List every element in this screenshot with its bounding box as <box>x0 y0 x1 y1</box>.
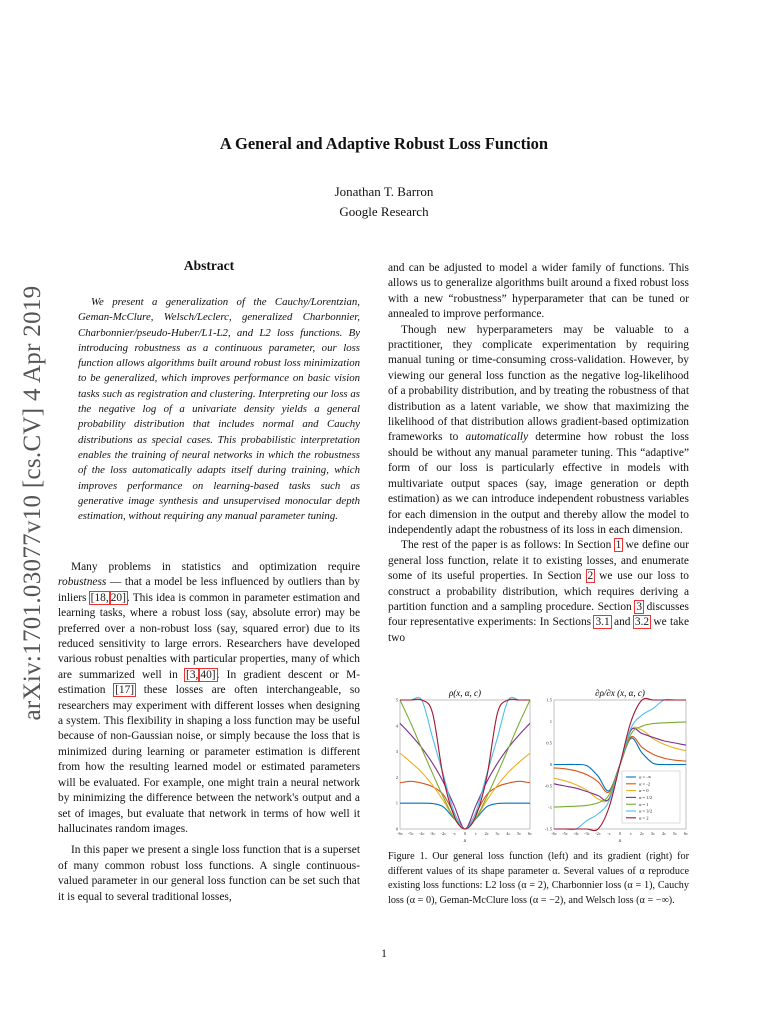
gradient-x-tick-label: 0 <box>618 831 622 836</box>
loss-y-tick-label: 1 <box>395 800 398 806</box>
gradient-plot-legend <box>622 771 680 823</box>
loss-x-tick-label: -4c <box>418 831 425 836</box>
section-link-3-1[interactable]: 3.1 <box>595 616 610 629</box>
text-run: and <box>610 616 634 629</box>
loss-curve-series-6 <box>400 699 530 829</box>
text-run: we use our loss to construct a probability distribution, which requires deriving a partition function and a sampling procedure. Section <box>388 570 689 613</box>
legend-label: α = -2 <box>639 781 651 787</box>
citation-link-3[interactable]: [3, <box>186 668 199 681</box>
loss-curve-series-0 <box>400 803 530 829</box>
loss-curve-series-4 <box>400 700 530 829</box>
intro-paragraph-continued: and can be adjusted to model a wider family of functions. This allows us to generalize algorithms built around a fixed robust loss with a new “robustness” hyperparameter that can be tuned or annealed to improve performance. <box>388 262 689 321</box>
loss-x-tick-label: -c <box>452 831 456 836</box>
gradient-x-tick-label: -5c <box>562 831 568 836</box>
loss-plot-x-label: x <box>463 838 467 843</box>
loss-x-tick-label: -3c <box>429 831 436 836</box>
intro-paragraph-4 <box>388 538 689 646</box>
gradient-x-tick-label: -4c <box>573 831 579 836</box>
gradient-plot <box>545 688 688 843</box>
intro-paragraph-1 <box>58 560 360 837</box>
section-link-3-2[interactable]: 3.2 <box>634 616 650 629</box>
loss-plot <box>396 688 532 843</box>
gradient-y-tick-label: -1.5 <box>544 826 552 832</box>
gradient-x-tick-label: -3c <box>584 831 590 836</box>
loss-plot-frame <box>400 700 530 829</box>
text-run: we take two <box>388 616 689 644</box>
figure-1-caption: Figure 1. Our general loss function (left) and its gradient (right) for different values of its shape parameter α. Several values of α reproduce existing loss functions: L2 loss (α = 2), Charbonnier loss (α = 1), Cauchy loss (α = 0), Geman-McClure loss (α = −2), and Welsch loss (α = −∞). <box>388 851 689 906</box>
gradient-x-tick-label: 3c <box>650 831 656 836</box>
loss-y-tick-label: 0 <box>395 826 398 832</box>
intro-paragraph-2: In this paper we present a single loss function that is a superset of many common robust loss functions. A single continuous-valued parameter in our general loss function can be set such that it is equal to several traditional losses, <box>58 844 360 903</box>
author-affiliation: Google Research <box>339 204 429 219</box>
gradient-plot-y-ticks <box>545 698 553 832</box>
citation-link-40[interactable]: 40] <box>200 668 216 681</box>
gradient-y-tick-label: -1 <box>548 805 552 810</box>
gradient-x-tick-label: 6c <box>683 831 689 836</box>
loss-y-tick-label: 2 <box>395 774 398 780</box>
legend-label: α = 1/2 <box>639 795 653 800</box>
gradient-x-tick-label: 2c <box>639 831 645 836</box>
gradient-x-tick-label: -c <box>607 831 611 836</box>
gradient-plot-title: ∂ρ/∂x (x, α, c) <box>595 688 645 698</box>
loss-x-tick-label: 4c <box>506 831 511 836</box>
text-run: — that a model be less influenced by outliers than by inliers <box>58 576 360 604</box>
text-run: Though new hyperparameters may be valuable to a practitioner, they complicate experimentation by requiring manual tuning or time-consuming cross-validation. However, by viewing our general loss function as the negative log-likelihood of a probability distribution, and by treating the robustness of that distribution as a latent variable, we show that maximizing the likelihood of that distribution allows gradient-based optimization frameworks to <box>388 323 689 444</box>
section-link-3[interactable]: 3 <box>636 600 643 613</box>
figure-1-plots <box>380 683 692 843</box>
arxiv-side-label <box>18 268 48 738</box>
text-run: discusses four representative experiments: In Sections <box>388 600 689 629</box>
gradient-x-tick-label: -2c <box>595 831 601 836</box>
loss-y-tick-label: 4 <box>395 723 398 729</box>
loss-x-tick-label: 0 <box>463 831 467 836</box>
intro-paragraph-3 <box>388 323 689 539</box>
loss-x-tick-label: -6c <box>397 831 403 836</box>
legend-label: α = 0 <box>639 788 649 794</box>
loss-x-tick-label: 5c <box>517 831 522 836</box>
abstract-body <box>78 295 360 524</box>
emphasis-automatically: automatically <box>465 431 529 444</box>
citation-link-20[interactable]: 20] <box>110 591 126 604</box>
gradient-y-tick-label: 0.5 <box>546 740 552 746</box>
loss-plot-y-ticks <box>396 698 399 832</box>
legend-label: α = 2 <box>639 815 649 821</box>
abstract-heading: Abstract <box>183 258 235 273</box>
section-link-2[interactable]: 2 <box>587 570 594 583</box>
citation-link-18[interactable]: [18, <box>90 591 109 604</box>
loss-plot-curves <box>400 697 530 829</box>
abstract-paragraph: We present a generalization of the Cauchy/Lorentzian, Geman-McClure, Welsch/Leclerc, generalized Charbonnier, Charbonnier/pseudo-Huber/L1-L2, and L2 loss functions. By introducing robustness as a continuous parameter, our loss function allows algorithms built around robust loss minimization to be generalized, which improves performance on basic vision tasks such as registration and clustering. Interpreting our loss as the negative log of a univariate density yields a general probability distribution that includes normal and Cauchy distributions as special cases. This probabilistic interpretation enables the training of neural networks in which the robustness of the loss automatically adapts itself during training, which improves performance on learning-based tasks such as generative image synthesis and unsupervised monocular depth estimation, without requiring any manual parameter tuning. <box>78 296 360 523</box>
loss-y-tick-label: 5 <box>395 697 398 703</box>
gradient-x-tick-label: 5c <box>672 831 678 836</box>
page-number: 1 <box>381 948 387 960</box>
paper-title: A General and Adaptive Robust Loss Function <box>219 134 549 153</box>
citation-link-17[interactable]: [17] <box>115 684 135 697</box>
loss-x-tick-label: 3c <box>495 831 500 836</box>
gradient-x-tick-label: -6c <box>551 831 557 836</box>
text-run: these losses are often interchangeable, so researchers may experiment with different losses when designing a system. This flexibility in shaping a loss function may be useful because of non-Gaussian noise, or simply because the loss that is minimized during learning or parameter estimation is different from how the resulting learned model or estimated parameters will be evaluated. For example, one might train a neural network by minimizing the difference between the network's output and a set of images, but evaluate that network in terms of how well it hallucinates random images. <box>58 684 360 835</box>
loss-plot-title: ρ(x, α, c) <box>448 688 482 698</box>
gradient-x-tick-label: c <box>630 831 632 836</box>
gradient-plot-x-label: x <box>618 838 622 843</box>
loss-x-tick-label: -2c <box>440 831 447 836</box>
section-link-1[interactable]: 1 <box>615 539 622 552</box>
loss-plot-x-ticks <box>397 831 532 836</box>
loss-curve-series-1 <box>400 781 530 829</box>
loss-x-tick-label: 6c <box>527 831 533 836</box>
loss-y-tick-label: 3 <box>395 749 398 755</box>
text-run: . In gradient descent or M-estimation <box>58 668 361 697</box>
loss-x-tick-label: 2c <box>484 831 489 836</box>
text-run: . This idea is common in parameter estimation and learning tasks, where a robust loss (say, absolute error) may be preferred over a non-robust loss (say, squared error) due to its reduced sensitivity to large errors. Researchers have developed various robust penalties with particular properties, many of which are summarized well in <box>58 591 360 681</box>
loss-curve-series-2 <box>400 753 530 829</box>
gradient-y-tick-label: 0 <box>549 762 552 767</box>
gradient-y-tick-label: 1 <box>549 719 552 724</box>
legend-label: α = 3/2 <box>639 808 653 814</box>
emphasis-robustness: robustness <box>58 576 107 589</box>
legend-label: α = -∞ <box>639 774 652 780</box>
loss-x-tick-label: -5c <box>408 831 414 836</box>
gradient-y-tick-label: -0.5 <box>544 783 552 789</box>
left-column <box>58 560 360 905</box>
author-name: Jonathan T. Barron <box>334 184 434 199</box>
text-run: determine how robust the loss should be without any manual parameter tuning. This “adaptive” form of our loss is particularly effective in models with multivariate output spaces (say, image generation or depth estimation) as we can introduce independent robustness variables for each dimension in the output and thereby allow the model to independently adapt the robustness of its loss in each dimension. <box>388 431 689 536</box>
gradient-y-tick-label: 1.5 <box>546 697 552 703</box>
legend-label: α = 1 <box>639 801 649 807</box>
gradient-plot-x-ticks <box>551 831 688 836</box>
right-column <box>388 261 689 646</box>
text-run: Many problems in statistics and optimization require <box>71 561 360 573</box>
text-run: we define our general loss function, relate it to existing losses, and enumerate some of its useful properties. In Section <box>388 539 689 583</box>
loss-curve-series-3 <box>400 723 530 829</box>
text-run: The rest of the paper is as follows: In Section <box>401 539 615 552</box>
gradient-x-tick-label: 4c <box>661 831 667 836</box>
loss-curve-series-5 <box>400 697 530 829</box>
loss-x-tick-label: c <box>474 831 477 836</box>
arxiv-identifier: arXiv:1701.03077v10 [cs.CV] 4 Apr 2019 <box>19 285 46 721</box>
